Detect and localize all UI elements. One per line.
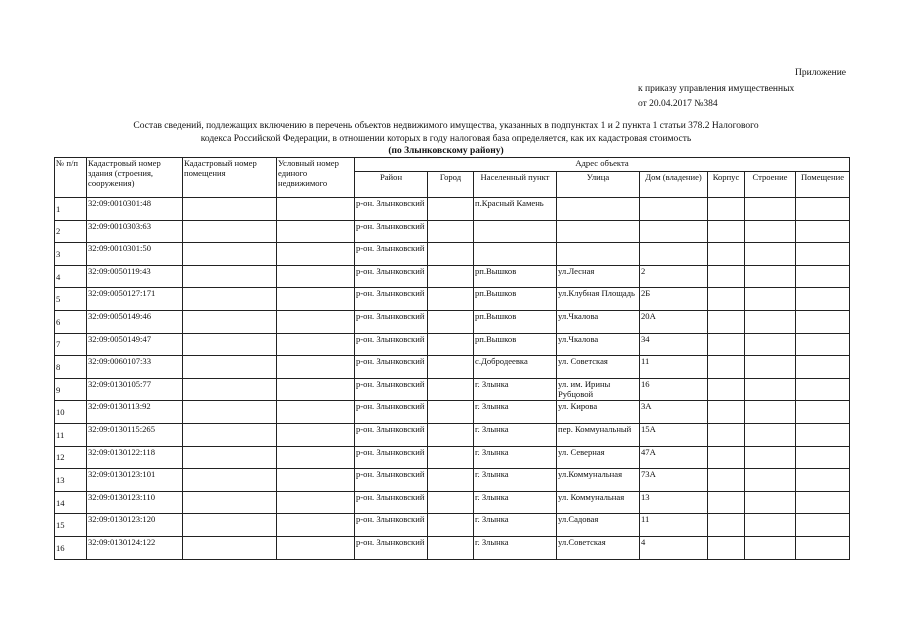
order-date-number: от 20.04.2017 №384 [638, 99, 718, 109]
document-title-line-2: кодекса Российской Федерации, в отношении которых в году налоговая база определяется, как их кадастровая стоимость [200, 134, 692, 144]
cell-settlement [474, 220, 557, 243]
table-row [55, 491, 850, 514]
cell-conditional-number [277, 378, 355, 401]
col-header-korpus: Корпус [708, 172, 745, 198]
cell-cadastral-number: 32:09:0130123:120 [87, 514, 183, 537]
col-header-conditional: Условный номер единого недвижимого [277, 158, 355, 198]
cell-row-number: 8 [55, 356, 87, 379]
cell-city [428, 288, 474, 311]
cell-korpus [708, 288, 745, 311]
cell-room-number [183, 378, 277, 401]
cell-settlement: г. Злынка [474, 423, 557, 446]
cell-premises [796, 401, 850, 424]
cell-room-number [183, 491, 277, 514]
order-reference: к приказу управления имущественных [638, 84, 795, 94]
cell-cadastral-number: 32:09:0130122:118 [87, 446, 183, 469]
cell-korpus [708, 310, 745, 333]
cell-conditional-number [277, 265, 355, 288]
table-row [55, 423, 850, 446]
cell-row-number: 15 [55, 514, 87, 537]
cell-room-number [183, 265, 277, 288]
cell-premises [796, 198, 850, 221]
cell-building-part [745, 378, 796, 401]
cell-conditional-number [277, 536, 355, 559]
cell-settlement: г. Злынка [474, 446, 557, 469]
cell-row-number: 13 [55, 469, 87, 492]
cell-conditional-number [277, 469, 355, 492]
cell-settlement: с.Добродеевка [474, 356, 557, 379]
cell-row-number: 12 [55, 446, 87, 469]
cell-korpus [708, 198, 745, 221]
cell-row-number: 7 [55, 333, 87, 356]
cell-premises [796, 288, 850, 311]
cell-room-number [183, 446, 277, 469]
cell-street: ул.Садовая [557, 514, 640, 537]
cell-street: ул.Чкалова [557, 333, 640, 356]
cell-settlement: рп.Вышков [474, 265, 557, 288]
cell-district: р-он. Злынковский [355, 356, 428, 379]
cell-street: ул. Коммунальная [557, 491, 640, 514]
cell-conditional-number [277, 220, 355, 243]
cell-settlement: г. Злынка [474, 469, 557, 492]
cell-room-number [183, 514, 277, 537]
table-row [55, 220, 850, 243]
cell-district: р-он. Злынковский [355, 243, 428, 266]
cell-premises [796, 220, 850, 243]
cell-premises [796, 243, 850, 266]
cell-street [557, 220, 640, 243]
cell-room-number [183, 401, 277, 424]
table-row [55, 333, 850, 356]
cell-district: р-он. Злынковский [355, 288, 428, 311]
cell-city [428, 198, 474, 221]
cell-conditional-number [277, 401, 355, 424]
cell-cadastral-number: 32:09:0060107:33 [87, 356, 183, 379]
cell-premises [796, 378, 850, 401]
cell-district: р-он. Злынковский [355, 333, 428, 356]
cell-korpus [708, 514, 745, 537]
cell-city [428, 536, 474, 559]
cell-row-number: 10 [55, 401, 87, 424]
cell-city [428, 356, 474, 379]
cell-building-part [745, 310, 796, 333]
cell-building-part [745, 265, 796, 288]
cell-district: р-он. Злынковский [355, 401, 428, 424]
cell-room-number [183, 469, 277, 492]
cell-cadastral-number: 32:09:0130113:92 [87, 401, 183, 424]
cell-conditional-number [277, 310, 355, 333]
cell-room-number [183, 423, 277, 446]
cell-district: р-он. Злынковский [355, 491, 428, 514]
cell-settlement: г. Злынка [474, 491, 557, 514]
col-header-address: Адрес объекта [355, 158, 850, 172]
cell-district: р-он. Злынковский [355, 536, 428, 559]
cell-building-part [745, 220, 796, 243]
cell-conditional-number [277, 514, 355, 537]
cell-street: ул.Советская [557, 536, 640, 559]
cell-building-part [745, 491, 796, 514]
cell-street [557, 243, 640, 266]
cell-building-part [745, 333, 796, 356]
cell-room-number [183, 310, 277, 333]
cell-conditional-number [277, 446, 355, 469]
cell-room-number [183, 536, 277, 559]
table-row [55, 356, 850, 379]
cell-building-part [745, 401, 796, 424]
cell-row-number: 2 [55, 220, 87, 243]
cell-house: 2 [640, 265, 708, 288]
cell-district: р-он. Злынковский [355, 265, 428, 288]
cell-room-number [183, 220, 277, 243]
cell-premises [796, 423, 850, 446]
cell-cadastral-number: 32:09:0130123:110 [87, 491, 183, 514]
cell-room-number [183, 243, 277, 266]
cell-street: ул.Лесная [557, 265, 640, 288]
document-title-district: (по Злынковскому району) [388, 146, 504, 156]
col-header-building-part: Строение [745, 172, 796, 198]
cell-street: ул. Северная [557, 446, 640, 469]
cell-city [428, 446, 474, 469]
cell-city [428, 220, 474, 243]
cell-korpus [708, 243, 745, 266]
cell-premises [796, 469, 850, 492]
cell-korpus [708, 469, 745, 492]
cell-cadastral-number: 32:09:0130115:265 [87, 423, 183, 446]
appendix-label: Приложение [795, 68, 846, 78]
table-body [55, 198, 850, 560]
cell-street: ул.Коммунальная [557, 469, 640, 492]
col-header-num: № п/п [55, 158, 87, 198]
cell-house: 16 [640, 378, 708, 401]
cell-city [428, 423, 474, 446]
cell-row-number: 5 [55, 288, 87, 311]
cell-city [428, 378, 474, 401]
cell-district: р-он. Злынковский [355, 198, 428, 221]
table-row [55, 198, 850, 221]
cell-settlement: рп.Вышков [474, 310, 557, 333]
table-row [55, 378, 850, 401]
cell-district: р-он. Злынковский [355, 423, 428, 446]
cell-premises [796, 356, 850, 379]
cell-city [428, 401, 474, 424]
cell-korpus [708, 220, 745, 243]
cell-korpus [708, 536, 745, 559]
cell-street: ул.Чкалова [557, 310, 640, 333]
cell-house: 11 [640, 514, 708, 537]
cell-street [557, 198, 640, 221]
cell-korpus [708, 333, 745, 356]
cell-district: р-он. Злынковский [355, 514, 428, 537]
cell-cadastral-number: 32:09:0010301:48 [87, 198, 183, 221]
col-header-settlement: Населенный пункт [474, 172, 557, 198]
cell-street: ул. Советская [557, 356, 640, 379]
cell-row-number: 16 [55, 536, 87, 559]
cell-korpus [708, 446, 745, 469]
cell-house: 73А [640, 469, 708, 492]
table-row [55, 514, 850, 537]
cell-premises [796, 536, 850, 559]
cell-city [428, 310, 474, 333]
cell-row-number: 14 [55, 491, 87, 514]
cell-korpus [708, 356, 745, 379]
col-header-house: Дом (владение) [640, 172, 708, 198]
cell-row-number: 9 [55, 378, 87, 401]
cell-korpus [708, 423, 745, 446]
cell-district: р-он. Злынковский [355, 220, 428, 243]
document-title-line-1: Состав сведений, подлежащих включению в перечень объектов недвижимого имущества, указанных в подпунктах 1 и 2 пункта 1 статьи 378.2 Налогового [133, 121, 759, 131]
cell-street: ул. Кирова [557, 401, 640, 424]
cell-city [428, 491, 474, 514]
cell-building-part [745, 288, 796, 311]
cell-conditional-number [277, 243, 355, 266]
cell-house: 47А [640, 446, 708, 469]
cell-korpus [708, 378, 745, 401]
cell-cadastral-number: 32:09:0050127:171 [87, 288, 183, 311]
cell-house: 3А [640, 401, 708, 424]
cell-conditional-number [277, 356, 355, 379]
col-header-street: Улица [557, 172, 640, 198]
cell-building-part [745, 514, 796, 537]
cell-district: р-он. Злынковский [355, 310, 428, 333]
cell-premises [796, 265, 850, 288]
cell-korpus [708, 491, 745, 514]
cell-room-number [183, 198, 277, 221]
cell-house: 2Б [640, 288, 708, 311]
cell-city [428, 469, 474, 492]
cell-row-number: 3 [55, 243, 87, 266]
cell-cadastral-number: 32:09:0130123:101 [87, 469, 183, 492]
cell-premises [796, 333, 850, 356]
cell-premises [796, 310, 850, 333]
cell-settlement: г. Злынка [474, 514, 557, 537]
cell-premises [796, 514, 850, 537]
cell-building-part [745, 198, 796, 221]
cell-street: ул. им. Ирины Рубцовой [557, 378, 640, 401]
cell-cadastral-number: 32:09:0050149:46 [87, 310, 183, 333]
cell-city [428, 333, 474, 356]
cell-row-number: 1 [55, 198, 87, 221]
col-header-district: Район [355, 172, 428, 198]
col-header-room: Кадастровый номер помещения [183, 158, 277, 198]
cell-house: 4 [640, 536, 708, 559]
cell-settlement: рп.Вышков [474, 333, 557, 356]
cell-row-number: 4 [55, 265, 87, 288]
cell-settlement [474, 243, 557, 266]
cell-settlement: рп.Вышков [474, 288, 557, 311]
cell-building-part [745, 356, 796, 379]
cell-premises [796, 446, 850, 469]
cell-settlement: г. Злынка [474, 401, 557, 424]
cell-room-number [183, 356, 277, 379]
cell-korpus [708, 265, 745, 288]
cell-conditional-number [277, 491, 355, 514]
cell-house [640, 198, 708, 221]
cell-conditional-number [277, 423, 355, 446]
cell-city [428, 265, 474, 288]
table-row [55, 265, 850, 288]
cell-building-part [745, 243, 796, 266]
cell-district: р-он. Злынковский [355, 469, 428, 492]
cell-district: р-он. Злынковский [355, 446, 428, 469]
cell-house [640, 243, 708, 266]
property-table [54, 157, 850, 560]
col-header-building: Кадастровый номер здания (строения, сооружения) [87, 158, 183, 198]
cell-house: 34 [640, 333, 708, 356]
cell-room-number [183, 288, 277, 311]
table-row [55, 288, 850, 311]
cell-city [428, 514, 474, 537]
table-row [55, 469, 850, 492]
cell-conditional-number [277, 198, 355, 221]
cell-korpus [708, 401, 745, 424]
cell-settlement: г. Злынка [474, 378, 557, 401]
cell-street: ул.Клубная Площадь [557, 288, 640, 311]
cell-premises [796, 491, 850, 514]
cell-settlement: г. Злынка [474, 536, 557, 559]
cell-house: 15А [640, 423, 708, 446]
table-row [55, 446, 850, 469]
cell-room-number [183, 333, 277, 356]
cell-cadastral-number: 32:09:0050119:43 [87, 265, 183, 288]
cell-building-part [745, 423, 796, 446]
table-row [55, 401, 850, 424]
cell-row-number: 6 [55, 310, 87, 333]
cell-cadastral-number: 32:09:0050149:47 [87, 333, 183, 356]
cell-house: 11 [640, 356, 708, 379]
cell-house [640, 220, 708, 243]
cell-district: р-он. Злынковский [355, 378, 428, 401]
cell-cadastral-number: 32:09:0010301:50 [87, 243, 183, 266]
cell-cadastral-number: 32:09:0130105:77 [87, 378, 183, 401]
cell-row-number: 11 [55, 423, 87, 446]
table-row [55, 243, 850, 266]
cell-house: 13 [640, 491, 708, 514]
table-row [55, 310, 850, 333]
cell-cadastral-number: 32:09:0010303:63 [87, 220, 183, 243]
col-header-premises: Помещение [796, 172, 850, 198]
cell-building-part [745, 469, 796, 492]
cell-conditional-number [277, 333, 355, 356]
cell-cadastral-number: 32:09:0130124:122 [87, 536, 183, 559]
cell-house: 20А [640, 310, 708, 333]
cell-settlement: п.Красный Камень [474, 198, 557, 221]
col-header-city: Город [428, 172, 474, 198]
cell-building-part [745, 536, 796, 559]
table-row [55, 536, 850, 559]
cell-conditional-number [277, 288, 355, 311]
cell-city [428, 243, 474, 266]
cell-street: пер. Коммунальный [557, 423, 640, 446]
cell-building-part [745, 446, 796, 469]
